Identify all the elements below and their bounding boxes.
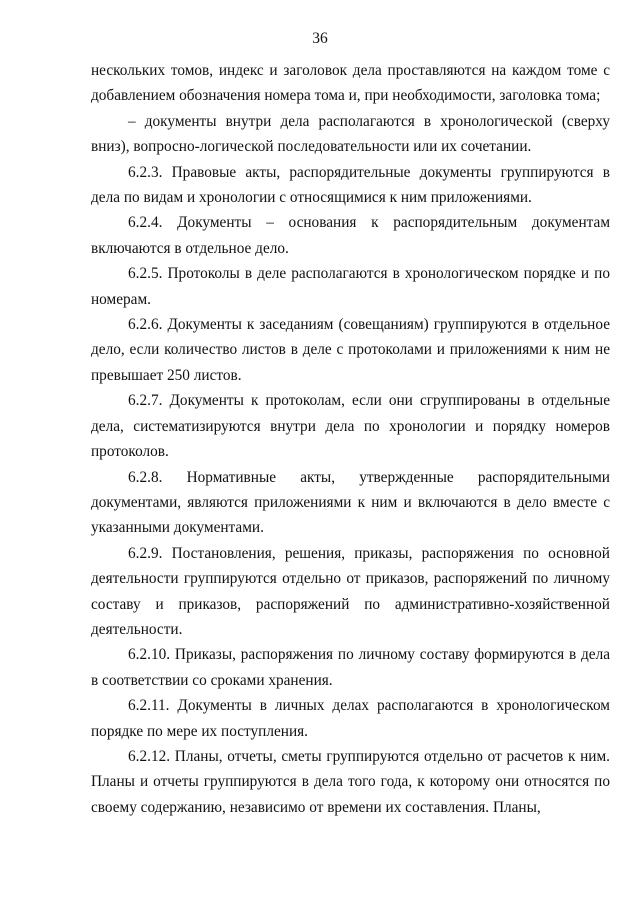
paragraph-6-2-7: 6.2.7. Документы к протоколам, если они сгруппированы в отдельные дела, систематизируются внутри дела по хронологии и порядку номеров протоколов. [91, 392, 610, 461]
paragraph-6-2-4: 6.2.4. Документы – основания к распорядительным документам включаются в отдельное дело. [91, 214, 610, 257]
paragraph-6-2-6: 6.2.6. Документы к заседаниям (совещаниям) группируются в отдельное дело, если количество листов в деле с протоколами и приложениями к ним не превышает 250 листов. [91, 316, 610, 384]
document-body [91, 58, 610, 820]
page-number: 36 [312, 30, 328, 47]
paragraph-6-2-9: 6.2.9. Постановления, решения, приказы, распоряжения по основной деятельности группируются отдельно от приказов, распоряжений по личному составу и приказов, распоряжений по административно-хозяйственной деятельности. [91, 544, 610, 638]
paragraph-continuation: нескольких томов, индекс и заголовок дела проставляются на каждом томе с добавлением обозначения номера тома и, при необходимости, заголовка тома; [91, 62, 610, 105]
paragraph-6-2-5: 6.2.5. Протоколы в деле располагаются в хронологическом порядке и по номерам. [91, 265, 610, 308]
paragraph-6-2-11: 6.2.11. Документы в личных делах располагаются в хронологическом порядке по мере их поступления. [91, 697, 610, 740]
paragraph-6-2-8: 6.2.8. Нормативные акты, утвержденные распорядительными документами, являются приложениями к ним и включаются в дело вместе с указанными документами. [91, 468, 610, 537]
paragraph-6-2-3: 6.2.3. Правовые акты, распорядительные документы группируются в дела по видам и хронологии с относящимися к ним приложениями. [91, 163, 610, 207]
paragraph-6-2-12: 6.2.12. Планы, отчеты, сметы группируются отдельно от расчетов к ним. Планы и отчеты группируются в дела того года, к которому они относятся по своему содержанию, независимо от времени их составления. Планы, [91, 747, 610, 816]
paragraph-6-2-10: 6.2.10. Приказы, распоряжения по личному составу формируются в дела в соответствии со сроками хранения. [91, 646, 610, 689]
paragraph-list-item: – документы внутри дела располагаются в хронологической (сверху вниз), вопросно-логической последовательности или их сочетании. [91, 112, 610, 156]
